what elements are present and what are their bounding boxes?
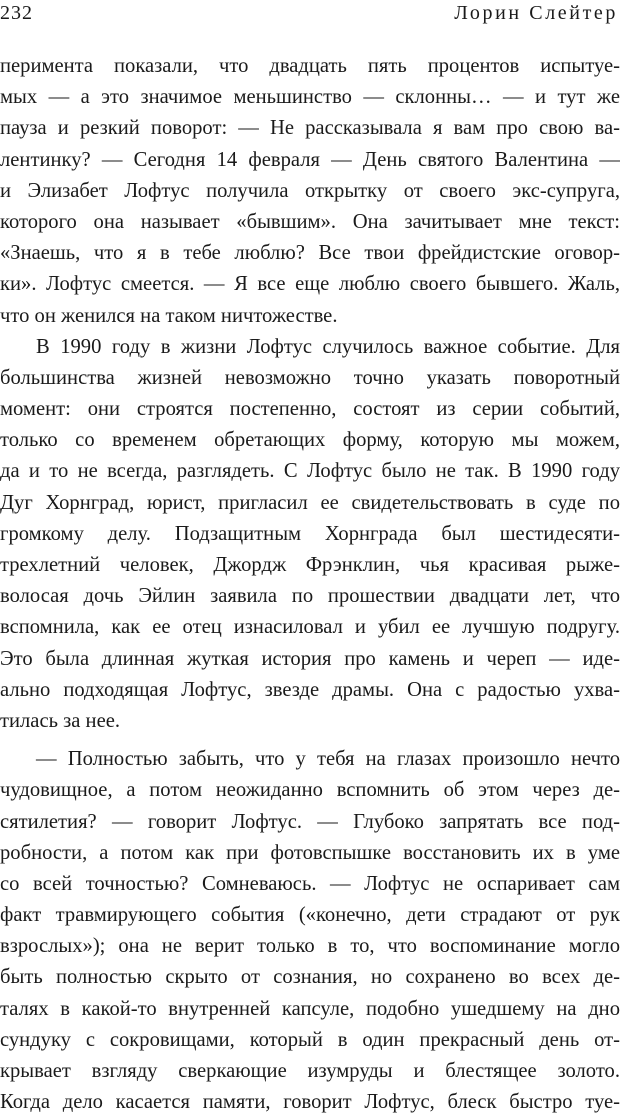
page-number: 232 xyxy=(0,2,33,24)
text-line: пауза и резкий поворот: — Не рассказывала я вам про свою ва- xyxy=(0,117,620,140)
paragraph xyxy=(0,51,620,332)
text-line: — Полностью забыть, что у тебя на глазах произошло нечто xyxy=(36,748,620,771)
text-line: перимента показали, что двадцать пять процентов испытуе- xyxy=(0,55,620,77)
text-line: ально подходящая Лофтус, звезде драмы. Она с радостью ухва- xyxy=(0,678,620,701)
text-line: и Элизабет Лофтус получила открытку от своего экс-супруга, xyxy=(0,179,620,202)
text-line: робности, а потом как при фотовспышке восстановить их в уме xyxy=(0,841,620,864)
paragraph xyxy=(0,332,620,737)
text-line: тилась за нее. xyxy=(0,709,120,732)
text-line: вспомнила, как ее отец изнасиловал и убил ее лучшую подругу. xyxy=(0,616,620,639)
text-line: момент: они строятся постепенно, состоят из серии событий, xyxy=(0,398,620,421)
text-line: Когда дело касается памяти, говорит Лофтус, блеск быстро туе- xyxy=(0,1091,620,1114)
text-line: трехлетний человек, Джордж Фрэнклин, чья красивая рыже- xyxy=(0,554,620,576)
text-body xyxy=(0,51,620,1118)
text-line: большинства жизней невозможно точно указать поворотный xyxy=(0,366,620,389)
text-line: со всей точностью? Сомневаюсь. — Лофтус не оспаривает сам xyxy=(0,872,620,895)
text-line: Это была длинная жуткая история про камень и череп — иде- xyxy=(0,647,620,670)
text-line: которого она называет «бывшим». Она зачитывает мне текст: xyxy=(0,210,620,233)
text-line: «Знаешь, что я в тебе люблю? Все твои фрейдистские оговор- xyxy=(0,242,620,265)
text-line: громкому делу. Подзащитным Хорнграда был шестидесяти- xyxy=(0,522,620,545)
text-line: крывает взгляду сверкающие изумруды и блестящее золото. xyxy=(0,1060,620,1082)
text-line: только со временем обретающих форму, которую мы можем, xyxy=(0,429,620,452)
text-line: талях в какой-то внутренней капсуле, подобно ушедшему на дно xyxy=(0,997,620,1020)
text-line: да и то не всегда, разглядеть. С Лофтус было не так. В 1990 году xyxy=(0,460,620,483)
paragraph-gap xyxy=(0,737,620,744)
text-line: взрослых»); она не верит только в то, что воспоминание могло xyxy=(0,935,620,958)
text-line: волосая дочь Эйлин заявила по прошествии двадцати лет, что xyxy=(0,585,620,608)
text-line: Дуг Хорнград, юрист, пригласил ее свидетельствовать в суде по xyxy=(0,491,620,514)
running-head-author: Лорин Слейтер xyxy=(454,2,618,24)
text-line: мых — а это значимое меньшинство — склонны… — и тут же xyxy=(0,86,620,109)
text-line: сятилетия? — говорит Лофтус. — Глубоко запрятать все под- xyxy=(0,810,620,833)
text-line: быть полностью скрыто от сознания, но сохранено во всех де- xyxy=(0,966,620,989)
page-header xyxy=(0,0,620,26)
text-line: ки». Лофтус смеется. — Я все еще люблю своего бывшего. Жаль, xyxy=(0,273,620,296)
text-line: что он женился на таком ничтожестве. xyxy=(0,304,338,327)
text-line: факт травмирующего события («конечно, дети страдают от рук xyxy=(0,904,620,927)
text-line: сундуку с сокровищами, который в один прекрасный день от- xyxy=(0,1028,620,1051)
paragraph xyxy=(0,744,620,1118)
text-line: лентинку? — Сегодня 14 февраля — День святого Валентина — xyxy=(0,148,620,171)
text-line: В 1990 году в жизни Лофтус случилось важное событие. Для xyxy=(36,335,620,358)
text-line: чудовищное, а потом неожиданно вспомнить об этом через де- xyxy=(0,779,620,802)
